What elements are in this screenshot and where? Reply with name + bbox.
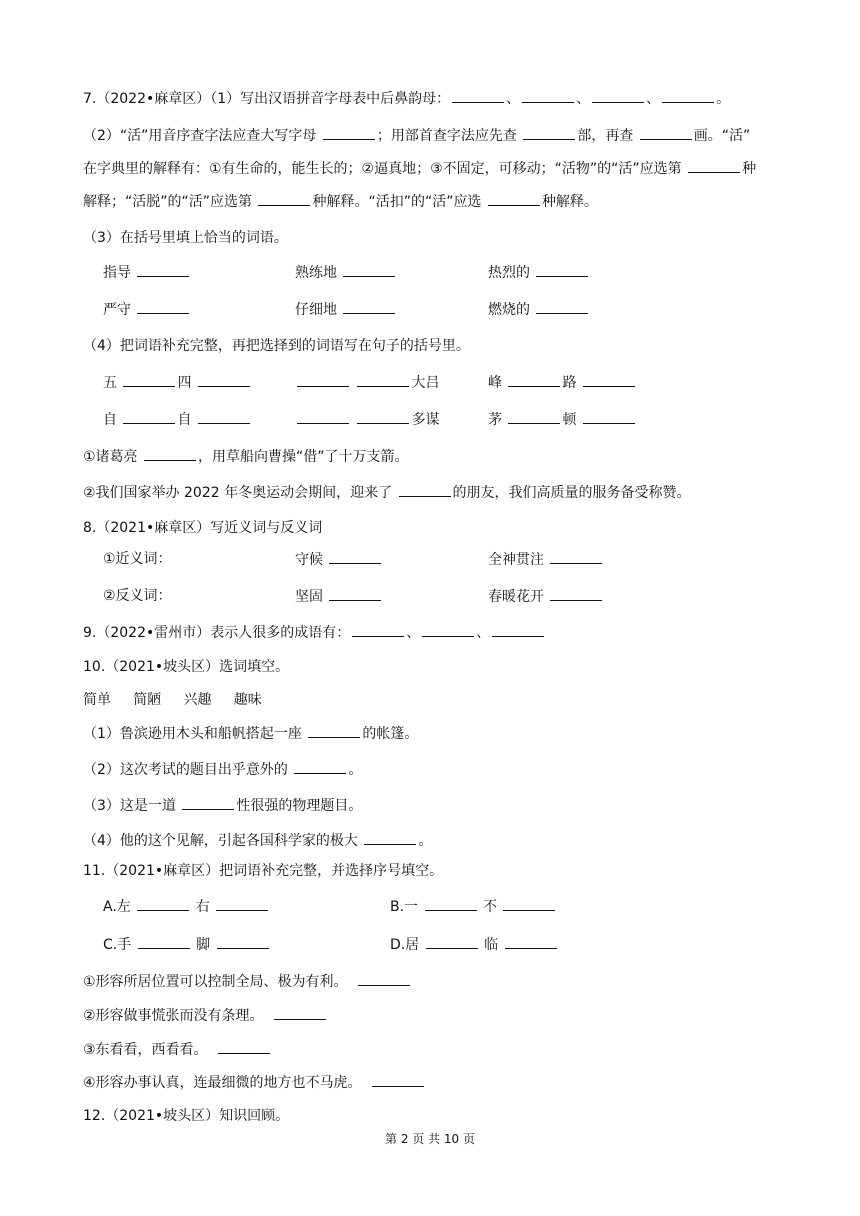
q10-item2: （2）这次考试的题目出乎意外的 。 bbox=[83, 759, 362, 780]
blank[interactable] bbox=[505, 934, 557, 949]
blank[interactable] bbox=[583, 409, 635, 424]
blank[interactable] bbox=[137, 299, 189, 314]
blank[interactable] bbox=[218, 1039, 270, 1054]
q7-header: 7.（2022•麻章区）（1）写出汉语拼音字母表中后鼻韵母： 、 、 、 。 bbox=[83, 88, 730, 109]
blank[interactable] bbox=[422, 622, 474, 637]
blank[interactable] bbox=[144, 446, 196, 461]
blank[interactable] bbox=[329, 549, 381, 564]
q8-word: 全神贯注 bbox=[488, 549, 604, 570]
blank[interactable] bbox=[452, 88, 504, 103]
blank[interactable] bbox=[492, 622, 544, 637]
blank[interactable] bbox=[217, 934, 269, 949]
blank[interactable] bbox=[357, 372, 409, 387]
q11-option-d: D.居 临 bbox=[390, 934, 559, 955]
blank[interactable] bbox=[550, 549, 602, 564]
blank[interactable] bbox=[425, 896, 477, 911]
blank[interactable] bbox=[323, 125, 375, 140]
blank[interactable] bbox=[358, 971, 410, 986]
blank[interactable] bbox=[329, 586, 381, 601]
blank[interactable] bbox=[372, 1072, 424, 1087]
blank[interactable] bbox=[522, 88, 574, 103]
blank[interactable] bbox=[508, 409, 560, 424]
word-row: 仔细地 bbox=[295, 299, 397, 320]
q8-antonym-label: ②反义词： bbox=[103, 588, 172, 604]
blank[interactable] bbox=[308, 723, 360, 738]
blank[interactable] bbox=[357, 409, 409, 424]
q7-part3: （3）在括号里填上恰当的词语。 bbox=[83, 230, 288, 246]
blank[interactable] bbox=[536, 262, 588, 277]
blank[interactable] bbox=[550, 586, 602, 601]
idiom-cell: 茅 顿 bbox=[488, 409, 637, 430]
q7-sentence1: ①诸葛亮 ，用草船向曹操“借”了十万支箭。 bbox=[83, 446, 409, 467]
q11-header: 11.（2021•麻章区）把词语补充完整，并选择序号填空。 bbox=[83, 863, 444, 879]
q10-item4: （4）他的这个见解，引起各国科学家的极大 。 bbox=[83, 830, 432, 851]
blank[interactable] bbox=[662, 88, 714, 103]
blank[interactable] bbox=[508, 372, 560, 387]
page-footer: 第 2 页 共 10 页 bbox=[385, 1132, 475, 1146]
q11-option-c: C.手 脚 bbox=[103, 934, 271, 955]
blank[interactable] bbox=[294, 759, 346, 774]
idiom-cell: 大吕 bbox=[295, 372, 439, 393]
q11-option-a: A.左 右 bbox=[103, 896, 270, 917]
blank[interactable] bbox=[688, 158, 740, 173]
blank[interactable] bbox=[503, 896, 555, 911]
q7-part2-line3: 解释；“活脱”的“活”应选第 种解释。“活扣”的“活”应选 种解释。 bbox=[83, 191, 598, 212]
blank[interactable] bbox=[297, 372, 349, 387]
blank[interactable] bbox=[138, 934, 190, 949]
blank[interactable] bbox=[640, 125, 692, 140]
idiom-cell: 多谋 bbox=[295, 409, 439, 430]
blank[interactable] bbox=[123, 409, 175, 424]
word-row: 严守 bbox=[103, 299, 191, 320]
q10-item3: （3）这是一道 性很强的物理题目。 bbox=[83, 795, 362, 816]
blank[interactable] bbox=[399, 482, 451, 497]
q8-synonym-label: ①近义词： bbox=[103, 551, 172, 567]
q7-part4: （4）把词语补充完整，再把选择到的词语写在句子的括号里。 bbox=[83, 338, 470, 354]
blank[interactable] bbox=[343, 299, 395, 314]
blank[interactable] bbox=[216, 896, 268, 911]
idiom-cell: 自 自 bbox=[103, 409, 252, 430]
q11-option-b: B.一 不 bbox=[390, 896, 557, 917]
blank[interactable] bbox=[523, 125, 575, 140]
blank[interactable] bbox=[137, 896, 189, 911]
word-row: 熟练地 bbox=[295, 262, 397, 283]
q11-explain3: ③东看看，西看看。 bbox=[83, 1039, 272, 1060]
q11-explain1: ①形容所居位置可以控制全局、极为有利。 bbox=[83, 971, 412, 992]
q8-word: 守候 bbox=[295, 549, 383, 570]
q8-word: 春暖花开 bbox=[488, 586, 604, 607]
q9-header: 9.（2022•雷州市）表示人很多的成语有： 、 、 bbox=[83, 622, 546, 643]
blank[interactable] bbox=[258, 191, 310, 206]
blank[interactable] bbox=[297, 409, 349, 424]
blank[interactable] bbox=[274, 1005, 326, 1020]
q11-explain2: ②形容做事慌张而没有条理。 bbox=[83, 1005, 328, 1026]
idiom-cell: 五 四 bbox=[103, 372, 252, 393]
q10-header: 10.（2021•坡头区）选词填空。 bbox=[83, 659, 290, 675]
q11-explain4: ④形容办事认真，连最细微的地方也不马虎。 bbox=[83, 1072, 426, 1093]
idiom-cell: 峰 路 bbox=[488, 372, 637, 393]
blank[interactable] bbox=[426, 934, 478, 949]
word-row: 燃烧的 bbox=[488, 299, 590, 320]
blank[interactable] bbox=[583, 372, 635, 387]
q7-sentence2: ②我们国家举办 2022 年冬奥运动会期间，迎来了 的朋友，我们高质量的服务备受称赞。 bbox=[83, 482, 691, 503]
blank[interactable] bbox=[343, 262, 395, 277]
blank[interactable] bbox=[352, 622, 404, 637]
q10-choices: 简单 简陋 兴趣 趣味 bbox=[83, 692, 262, 708]
word-row: 热烈的 bbox=[488, 262, 590, 283]
blank[interactable] bbox=[123, 372, 175, 387]
blank[interactable] bbox=[536, 299, 588, 314]
blank[interactable] bbox=[182, 795, 234, 810]
blank[interactable] bbox=[592, 88, 644, 103]
q10-item1: （1）鲁滨逊用木头和船帆搭起一座 的帐篷。 bbox=[83, 723, 418, 744]
q8-header: 8.（2021•麻章区）写近义词与反义词 bbox=[83, 520, 323, 536]
word-row: 指导 bbox=[103, 262, 191, 283]
blank[interactable] bbox=[488, 191, 540, 206]
q7-part2-line2: 在字典里的解释有：①有生命的，能生长的；②逼真地；③不固定，可移动；“活物”的“活”应选第 种 bbox=[83, 158, 756, 179]
blank[interactable] bbox=[137, 262, 189, 277]
blank[interactable] bbox=[364, 830, 416, 845]
blank[interactable] bbox=[198, 409, 250, 424]
blank[interactable] bbox=[198, 372, 250, 387]
q12-header: 12.（2021•坡头区）知识回顾。 bbox=[83, 1108, 290, 1124]
q7-part2-line1: （2）“活”用音序查字法应查大写字母 ；用部首查字法应先查 部，再查 画。“活” bbox=[83, 125, 750, 146]
q8-word: 坚固 bbox=[295, 586, 383, 607]
